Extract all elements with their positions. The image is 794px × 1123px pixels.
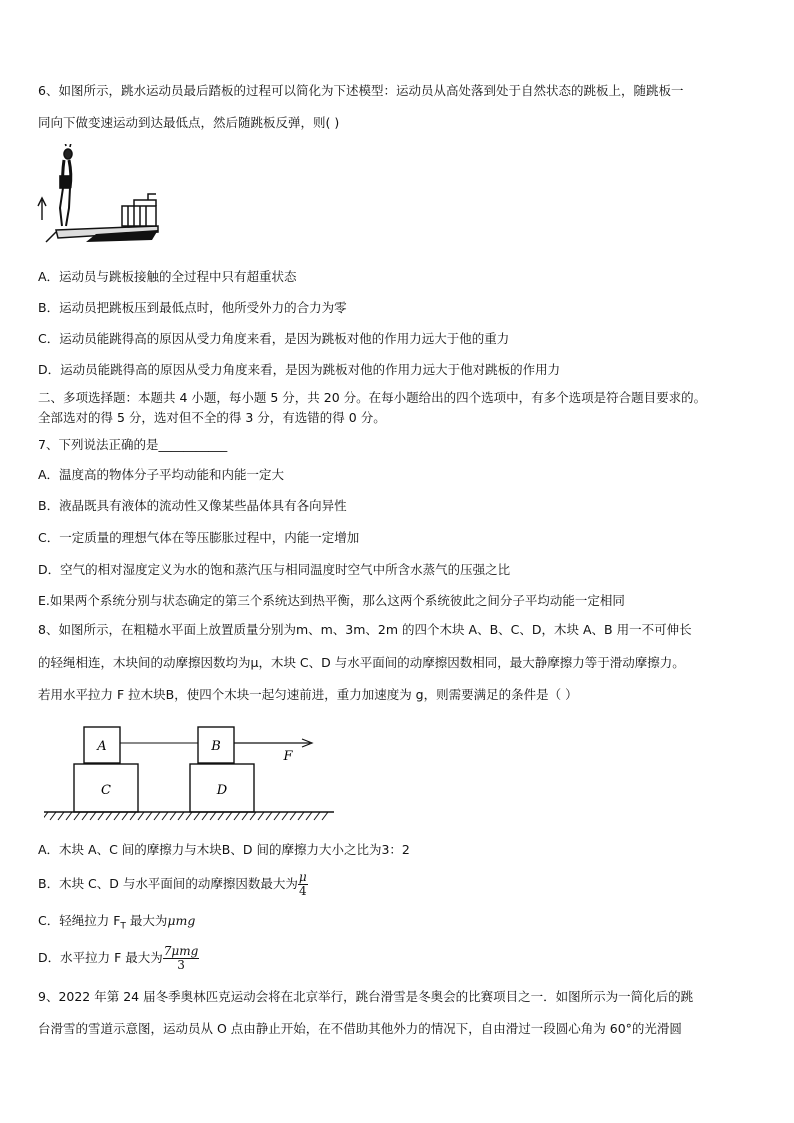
q8-option-b-text: B．木块 C、D 与水平面间的动摩擦因数最大为: [38, 876, 298, 891]
ground-hatch: [298, 812, 304, 820]
q8-option-b-numerator: μ: [298, 870, 307, 884]
ground-hatch: [234, 812, 240, 820]
q6-option-d: D．运动员能跳得高的原因从受力角度来看，是因为跳板对他的作用力远大于他对跳板的作用力: [38, 362, 561, 377]
q8-option-a: A．木块 A、C 间的摩擦力与木块B、D 间的摩擦力大小之比为3：2: [38, 842, 410, 857]
q8-option-d-denominator: 3: [177, 958, 185, 972]
ground-hatch: [210, 812, 216, 820]
label-d: D: [216, 783, 228, 798]
q8-option-d-text: D．水平拉力 F 最大为: [38, 950, 163, 965]
ground-hatch: [322, 812, 328, 820]
q8-option-c-rest: 最大为: [125, 913, 168, 928]
ground-hatch: [138, 812, 144, 820]
q8-option-c-text: C．轻绳拉力 F: [38, 913, 121, 928]
ground-hatch: [266, 812, 272, 820]
q7-stem: 7、下列说法正确的是___________: [38, 437, 228, 452]
q6-stem-line2: 同向下做变速运动到达最低点，然后随跳板反弹，则( ): [38, 115, 340, 130]
section2-header-line2: 全部选对的得 5 分，选对但不全的得 3 分，有选错的得 0 分。: [38, 410, 386, 425]
q7-option-c: C．一定质量的理想气体在等压膨胀过程中，内能一定增加: [38, 530, 360, 545]
ground-hatch: [74, 812, 80, 820]
ground-hatch: [170, 812, 176, 820]
label-b: B: [211, 739, 221, 754]
ground-hatch: [194, 812, 200, 820]
ground-hatch: [178, 812, 184, 820]
q9-line2: 台滑雪的雪道示意图，运动员从 O 点由静止开始，在不借助其他外力的情况下，自由滑过一段圆心角为 60°的光滑圆: [38, 1021, 682, 1036]
q8-option-b: [38, 871, 308, 898]
q8-stem-line3: 若用水平拉力 F 拉木块B，使四个木块一起匀速前进，重力加速度为 g，则需要满足的条件是（ ）: [38, 687, 578, 702]
label-a: A: [97, 739, 107, 754]
q8-stem-line1: 8、如图所示，在粗糙水平面上放置质量分别为m、m、3m、2m 的四个木块 A、B、C、D，木块 A、B 用一不可伸长: [38, 622, 692, 637]
q7-option-d: D．空气的相对湿度定义为水的饱和蒸汽压与相同温度时空气中所含水蒸气的压强之比: [38, 562, 511, 577]
diver-figure: [36, 144, 162, 244]
blocks-figure: [44, 722, 334, 828]
ground-hatch: [50, 812, 56, 820]
ground-hatch: [114, 812, 120, 820]
ground-hatch: [218, 812, 224, 820]
label-c: C: [101, 783, 111, 798]
q8-option-b-denominator: 4: [298, 884, 307, 898]
ground-hatch: [162, 812, 168, 820]
q8-option-d-fraction: [163, 945, 200, 972]
ground-hatch: [306, 812, 312, 820]
ground-hatch: [250, 812, 256, 820]
ground-hatch: [226, 812, 232, 820]
ground-hatch: [186, 812, 192, 820]
q6-option-a: A．运动员与跳板接触的全过程中只有超重状态: [38, 269, 297, 284]
ground-hatch: [202, 812, 208, 820]
ground-hatch: [282, 812, 288, 820]
ground-hatch: [242, 812, 248, 820]
q8-option-b-fraction: [298, 871, 308, 898]
ground-hatch: [274, 812, 280, 820]
ground-hatch: [44, 812, 48, 820]
ground-hatch: [258, 812, 264, 820]
ground-hatch: [66, 812, 72, 820]
label-f: F: [283, 749, 293, 764]
q7-option-b: B．液晶既具有液体的流动性又像某些晶体具有各向异性: [38, 498, 347, 513]
ground-hatch: [122, 812, 128, 820]
ground-hatch: [58, 812, 64, 820]
ground-hatch: [106, 812, 112, 820]
q8-option-c-math: μmg: [167, 913, 196, 928]
ground-hatch: [154, 812, 160, 820]
ground-hatch: [82, 812, 88, 820]
q7-option-a: A．温度高的物体分子平均动能和内能一定大: [38, 467, 285, 482]
ground-hatch: [314, 812, 320, 820]
q6-stem-line1: 6、如图所示，跳水运动员最后踏板的过程可以简化为下述模型：运动员从高处落到处于自然状态的跳板上，随跳板一: [38, 83, 684, 98]
q7-option-e: E.如果两个系统分别与状态确定的第三个系统达到热平衡，那么这两个系统彼此之间分子平均动能一定相同: [38, 593, 625, 608]
q8-option-c: [38, 912, 195, 936]
ground-hatch: [130, 812, 136, 820]
q8-option-d: [38, 945, 199, 972]
ground-hatch: [290, 812, 296, 820]
ground-hatch: [98, 812, 104, 820]
q6-option-b: B．运动员把跳板压到最低点时，他所受外力的合力为零: [38, 300, 347, 315]
q9-line1: 9、2022 年第 24 届冬季奥林匹克运动会将在北京举行，跳台滑雪是冬奥会的比赛项目之一．如图所示为一简化后的跳: [38, 989, 694, 1004]
q8-option-d-numerator: 7μmg: [163, 944, 199, 958]
q6-option-c: C．运动员能跳得高的原因从受力角度来看，是因为跳板对他的作用力远大于他的重力: [38, 331, 510, 346]
ground-hatch: [146, 812, 152, 820]
q8-stem-line2: 的轻绳相连，木块间的动摩擦因数均为μ，木块 C、D 与水平面间的动摩擦因数相同，最大静摩擦力等于滑动摩擦力。: [38, 655, 685, 670]
section2-header-line1: 二、多项选择题：本题共 4 小题，每小题 5 分，共 20 分。在每小题给出的四个选项中，有多个选项是符合题目要求的。: [38, 390, 707, 405]
ground-hatch: [90, 812, 96, 820]
q8-option-c-subscript: T: [120, 921, 126, 932]
